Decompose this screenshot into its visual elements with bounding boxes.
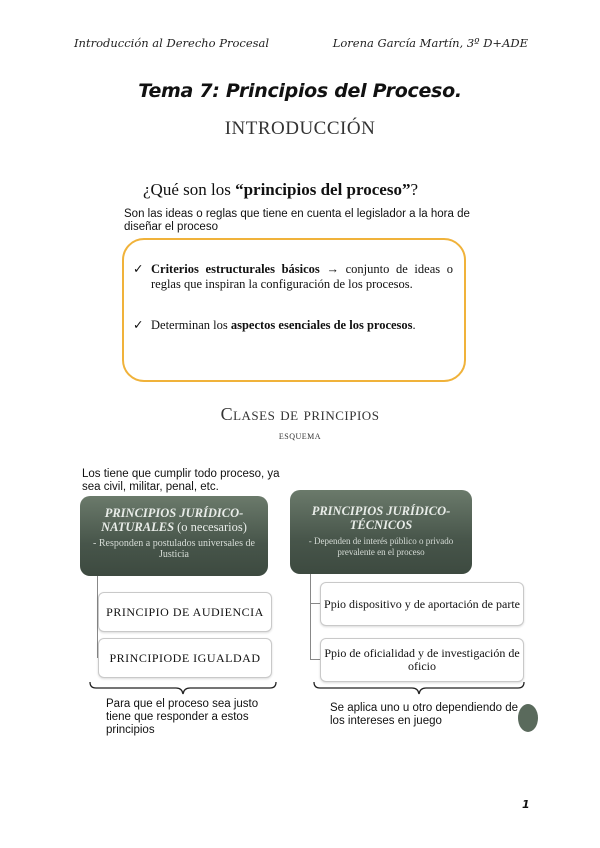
question-pre: ¿Qué son los — [143, 180, 236, 199]
bullet-text: conjunto de ideas o reglas que inspiran la configuración de los procesos. — [151, 262, 453, 291]
check-icon: ✓ — [133, 318, 144, 332]
principle-oficialidad: Ppio de oficialidad y de investigación de oficio — [320, 638, 524, 682]
question — [143, 180, 418, 200]
connector-line — [310, 574, 311, 660]
principle-dispositivo: Ppio dispositivo y de aportación de parte — [320, 582, 524, 626]
check-icon: ✓ — [133, 262, 144, 276]
bullet-item — [133, 262, 453, 292]
natural-principles-box — [80, 496, 268, 576]
note-top: Los tiene que cumplir todo proceso, ya sea civil, militar, penal, etc. — [82, 468, 280, 493]
decorative-circle — [518, 704, 538, 732]
question-post: ? — [410, 180, 418, 199]
right-brace-icon — [312, 680, 528, 696]
natural-sub: - Responden a postulados universales de Justicia — [93, 538, 255, 560]
connector-line — [310, 659, 320, 660]
note-left: Para que el proceso sea justo tiene que responder a estos principios — [106, 698, 259, 736]
bullet-post: . — [412, 318, 416, 332]
natural-title-rest: (o necesarios) — [174, 520, 247, 534]
header-left: Introducción al Derecho Procesal — [74, 36, 270, 50]
technical-title: PRINCIPIOS JURÍDICO-TÉCNICOS — [311, 504, 451, 532]
bullet-item — [133, 318, 453, 333]
technical-principles-box — [290, 490, 472, 574]
definition-text: Son las ideas o reglas que tiene en cuenta el legislador a la hora de diseñar el proceso — [124, 208, 470, 233]
page-title: Tema 7: Principios del Proceso. — [138, 80, 462, 102]
principles-box — [122, 238, 466, 382]
bullet-bold: Criterios estructurales básicos — [151, 262, 320, 276]
esquema-subheading: esquema — [278, 430, 322, 442]
question-bold: “principios del proceso” — [235, 180, 411, 199]
note-right: Se aplica uno u otro dependiendo de los intereses en juego — [330, 702, 518, 727]
connector-line — [310, 603, 320, 604]
arrow-icon: → — [326, 262, 339, 276]
bullet-pre: Determinan los — [151, 318, 231, 332]
principle-audiencia: PRINCIPIO DE AUDIENCIA — [98, 592, 272, 632]
intro-heading: INTRODUCCIÓN — [224, 118, 376, 139]
principle-igualdad: PRINCIPIODE IGUALDAD — [98, 638, 272, 678]
left-brace-icon — [88, 680, 278, 696]
technical-sub: - Dependen de interés público o privado prevalente en el proceso — [308, 536, 454, 557]
header-right: Lorena García Martín, 3º D+ADE — [332, 36, 528, 50]
natural-title: PRINCIPIOS JURÍDICO-NATURALES — [101, 506, 244, 534]
clases-heading: Clases de principios — [220, 404, 380, 424]
page-number: 1 — [522, 798, 530, 811]
bullet-bold: aspectos esenciales de los procesos — [230, 318, 413, 332]
